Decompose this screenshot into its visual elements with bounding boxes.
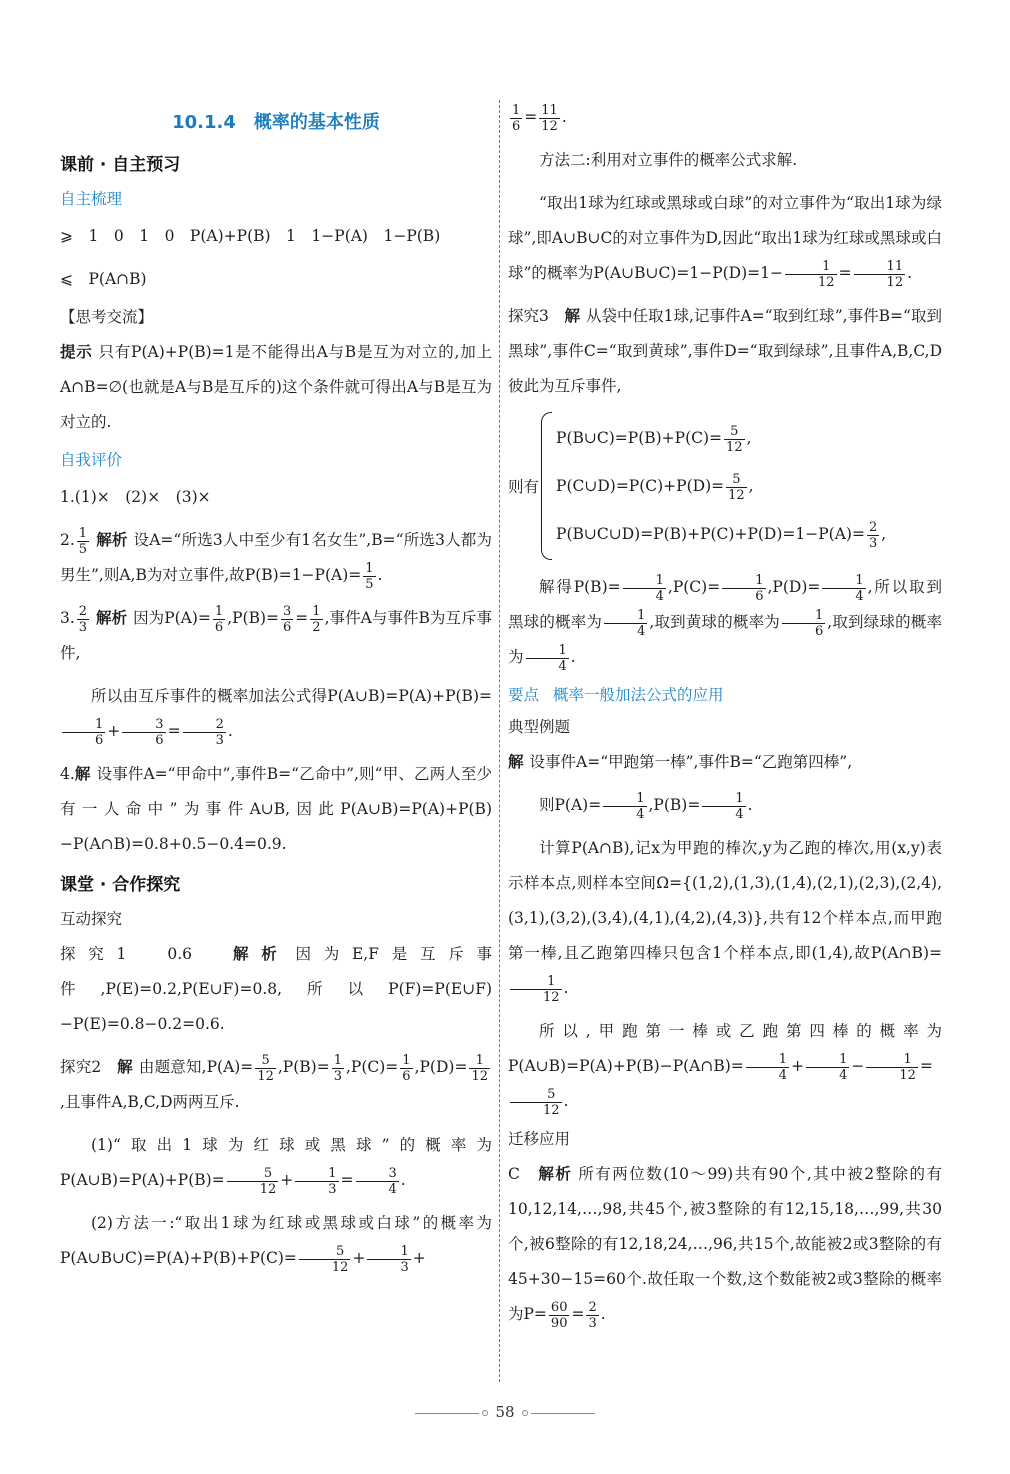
right-column xyxy=(508,100,942,1340)
method2-heading: 方法二:利用对立事件的概率公式求解. xyxy=(539,151,798,169)
left-column xyxy=(60,100,492,1284)
fraction: $\frac{1}{6}$ xyxy=(722,573,765,604)
footer-rule-left xyxy=(415,1413,479,1414)
explore-3-result: 解得P(B)= $\frac{1}{4}$ ,P(C)= $\frac{1}{6}$ ,P(D)= $\frac{1}{4}$ ,所以取到黑球的概率为 $\frac{1}{4}$ ,取到黄球的概率为 $\frac{1}{6}$ ,取到绿球的概率为 $\frac{1}{4}$ . xyxy=(508,572,943,674)
fraction: $\frac{1}{4}$ xyxy=(526,643,569,674)
fraction: $\frac{1}{6}$ xyxy=(214,603,224,635)
subhead-transfer: 迁移应用 xyxy=(508,1130,571,1148)
fraction: $\frac{1}{6}$ xyxy=(512,102,521,134)
fraction: $\frac{1}{12}$ xyxy=(785,259,837,290)
fraction: $\frac{1}{4}$ xyxy=(604,608,647,639)
equation-system xyxy=(508,412,942,560)
subhead-think: 【思考交流】 xyxy=(60,308,154,326)
section-preview: 课前 · 自主预习 xyxy=(60,155,181,175)
transfer-answer: C 解析 所有两位数(10～99)共有90个,其中被2整除的有10,12,14,…,98,共45个,被3整除的有12,15,18,…,99,共30个,被6整除的有12,18,24,…,96,共15个,故能被2或3整除的有45+30−15=60个.故任取一个数,这个数能被2或3整除的概率为P= $\frac{60}{90}$ = $\frac{2}{3}$ . xyxy=(508,1165,942,1331)
fraction: $\frac{1}{2}$ xyxy=(312,603,321,635)
footer-dot-right xyxy=(522,1410,528,1416)
fraction: $\frac{1}{4}$ xyxy=(623,573,666,604)
example-2: 则P(A)= $\frac{1}{4}$ ,P(B)= $\frac{1}{4}$ . xyxy=(539,790,753,822)
example-3: 计算P(A∩B),记x为甲跑的棒次,y为乙跑的棒次,用(x,y)表示样本点,则样本空间Ω={(1,2),(1,3),(1,4),(2,1),(2,3),(2,4),(3,1),(3,2),(3,4),(4,1),(4,2),(4,3)},共有12个样本点,而甲跑第一棒,且乙跑第四棒只包含1个样本点,即(1,4),故P(A∩B)= $\frac{1}{12}$ . xyxy=(508,839,942,1005)
fraction: $\frac{5}{12}$ xyxy=(227,1166,279,1197)
equation-row: P(B∪C)=P(B)+P(C)= $\frac{5}{12}$ , xyxy=(556,423,752,455)
explore-3: 探究3 解 从袋中任取1球,记事件A=“取到红球”,事件B=“取到黑球”,事件C=“取到黄球”,事件D=“取到绿球”,且事件A,B,C,D彼此为互斥事件, xyxy=(508,307,942,395)
fraction: $\frac{11}{12}$ xyxy=(541,102,558,134)
subhead-example: 典型例题 xyxy=(508,718,571,736)
method2-text: “取出1球为红球或黑球或白球”的对立事件为“取出1球为绿球”,即A∪B∪C的对立事件为D,因此“取出1球为红球或黑球或白球”的概率为P(A∪B∪C)=1−P(D)=1− $\frac{1}{12}$ = $\frac{11}{12}$ . xyxy=(508,194,942,290)
key-point-text: 概率一般加法公式的应用 xyxy=(553,686,724,704)
analysis-label: 解析 xyxy=(233,945,290,963)
fraction: $\frac{3}{6}$ xyxy=(122,717,165,748)
subhead-interact: 互动探究 xyxy=(60,910,123,928)
fraction: $\frac{1}{3}$ xyxy=(333,1052,342,1084)
fraction: $\frac{1}{12}$ xyxy=(866,1052,918,1083)
eval-2-num: 2. xyxy=(60,531,75,549)
fraction: $\frac{1}{6}$ xyxy=(402,1052,411,1084)
example-4: 所以,甲跑第一棒或乙跑第四棒的概率为P(A∪B)=P(A)+P(B)−P(A∩B)= $\frac{1}{4}$ + $\frac{1}{4}$ − $\frac{1}{12}$ = $\frac{5}{12}$ . xyxy=(508,1022,942,1118)
column-divider xyxy=(499,100,500,1382)
fraction: $\frac{5}{12}$ xyxy=(510,1087,562,1118)
fraction: $\frac{2}{3}$ xyxy=(183,717,226,748)
fraction: $\frac{1}{6}$ xyxy=(62,717,105,748)
hint-paragraph xyxy=(60,335,492,440)
footer-dot-left xyxy=(482,1410,488,1416)
eval-2-text: 设A=“所选3人中至少有1名女生”,B=“所选3人都为男生”,则A,B为对立事件,故P(B)=1−P(A)= xyxy=(60,531,492,584)
fraction: $\frac{1}{5}$ xyxy=(78,525,88,557)
eval-1: 1.(1)× (2)× (3)× xyxy=(60,488,211,506)
fraction: $\frac{1}{4}$ xyxy=(746,1052,789,1083)
eval-3-cont: 所以由互斥事件的概率加法公式得P(A∪B)=P(A)+P(B)= $\frac{1}{6}$ + $\frac{3}{6}$ = $\frac{2}{3}$ . xyxy=(60,679,492,749)
example-1: 解 设事件A=“甲跑第一棒”,事件B=“乙跑第四棒”, xyxy=(508,753,853,771)
key-point-tag: 要点 xyxy=(508,686,540,704)
fraction: $\frac{5}{12}$ xyxy=(726,423,743,455)
fraction: $\frac{1}{3}$ xyxy=(367,1244,410,1275)
solution-label: 解 xyxy=(117,1058,133,1076)
subhead-eval: 自我评价 xyxy=(60,451,123,469)
fraction: $\frac{5}{12}$ xyxy=(299,1244,351,1275)
combing-answers-1: ⩾ 1 0 1 0 P(A)+P(B) 1 1−P(A) 1−P(B) xyxy=(60,227,441,245)
then-label: 则有 xyxy=(508,478,540,496)
key-point-heading xyxy=(508,683,942,705)
hint-text: 只有P(A)+P(B)=1是不能得出A与B是互为对立的,加上A∩B=∅(也就是A与B是互斥的)这个条件就可得出A与B是互为对立的. xyxy=(60,343,492,431)
fraction: $\frac{1}{6}$ xyxy=(782,608,825,639)
fraction: $\frac{60}{90}$ xyxy=(550,1299,568,1331)
fraction: $\frac{5}{12}$ xyxy=(728,471,745,503)
solution-label: 解 xyxy=(74,765,91,783)
eval-3-num: 3. xyxy=(60,609,75,627)
fraction: $\frac{1}{12}$ xyxy=(471,1052,488,1084)
analysis-label: 解析 xyxy=(96,531,128,549)
fraction: $\frac{2}{3}$ xyxy=(588,1299,597,1331)
analysis-label: 解析 xyxy=(538,1165,573,1183)
equation-rows xyxy=(556,414,886,558)
eval-2: 2. $\frac{1}{5}$ 解析 设A=“所选3人中至少有1名女生”,B=“所选3人都为男生”,则A,B为对立事件,故P(B)=1−P(A)= $\frac{1}{5}$ . xyxy=(60,525,492,592)
explore-1: 探究1 0.6 解析 因为E,F是互斥事件,P(E)=0.2,P(E∪F)=0.8,所以P(F)=P(E∪F)−P(E)=0.8−0.2=0.6. xyxy=(60,945,492,1033)
fraction: $\frac{1}{3}$ xyxy=(295,1166,338,1197)
fraction: $\frac{2}{3}$ xyxy=(78,603,88,635)
left-brace xyxy=(541,412,552,560)
solution-label: 解 xyxy=(564,307,580,325)
fraction: $\frac{1}{4}$ xyxy=(702,791,745,822)
page-title: 10.1.4 概率的基本性质 xyxy=(172,112,380,133)
explore-2: 探究2 解 由题意知,P(A)= $\frac{5}{12}$ ,P(B)= $\frac{1}{3}$ ,P(C)= $\frac{1}{6}$ ,P(D)= $\frac{1}{12}$ ,且事件A,B,C,D两两互斥. xyxy=(60,1052,488,1111)
fraction: $\frac{5}{12}$ xyxy=(257,1052,274,1084)
fraction: $\frac{1}{4}$ xyxy=(822,573,865,604)
equation-row: P(C∪D)=P(C)+P(D)= $\frac{5}{12}$ , xyxy=(556,471,754,503)
fraction: $\frac{3}{4}$ xyxy=(356,1166,399,1197)
fraction: $\frac{3}{6}$ xyxy=(283,603,292,635)
method1-continued: $\frac{1}{6}$ = $\frac{11}{12}$ . xyxy=(512,102,567,134)
fraction: $\frac{2}{3}$ xyxy=(868,519,878,551)
page-footer xyxy=(0,1403,1010,1421)
eval-4: 4.解 设事件A=“甲命中”,事件B=“乙命中”,则“甲、乙两人至少有一人命中”为事件A∪B,因此P(A∪B)=P(A)+P(B)−P(A∩B)=0.8+0.5−0.4=0.9. xyxy=(60,765,492,853)
analysis-label: 解析 xyxy=(96,609,128,627)
fraction: $\frac{1}{12}$ xyxy=(510,974,562,1005)
fraction: $\frac{1}{4}$ xyxy=(806,1052,849,1083)
footer-rule-right xyxy=(531,1413,595,1414)
subhead-combing: 自主梳理 xyxy=(60,190,123,208)
section-classroom: 课堂 · 合作探究 xyxy=(60,875,181,895)
fraction: $\frac{1}{5}$ xyxy=(365,560,374,592)
explore-2-part1: (1)“取出1球为红球或黑球”的概率为P(A∪B)=P(A)+P(B)= $\frac{5}{12}$ + $\frac{1}{3}$ = $\frac{3}{4}$ . xyxy=(60,1136,492,1197)
fraction: $\frac{11}{12}$ xyxy=(854,259,906,290)
combing-answers-2: ⩽ P(A∩B) xyxy=(60,270,147,288)
page-number: 58 xyxy=(495,1403,515,1421)
equation-row: P(B∪C∪D)=P(B)+P(C)+P(D)=1−P(A)= $\frac{2}{3}$ , xyxy=(556,519,887,551)
explore-2-part2: (2)方法一:“取出1球为红球或黑球或白球”的概率为P(A∪B∪C)=P(A)+P(B)+P(C)= $\frac{5}{12}$ + $\frac{1}{3}$ + xyxy=(60,1214,492,1275)
eval-3: 3. $\frac{2}{3}$ 解析 因为P(A)= $\frac{1}{6}$ ,P(B)= $\frac{3}{6}$ = $\frac{1}{2}$ ,事件A与事件B为互斥事件, xyxy=(60,603,492,662)
fraction: $\frac{1}{4}$ xyxy=(603,791,646,822)
solution-label: 解 xyxy=(508,753,524,771)
hint-label: 提示 xyxy=(60,343,93,361)
